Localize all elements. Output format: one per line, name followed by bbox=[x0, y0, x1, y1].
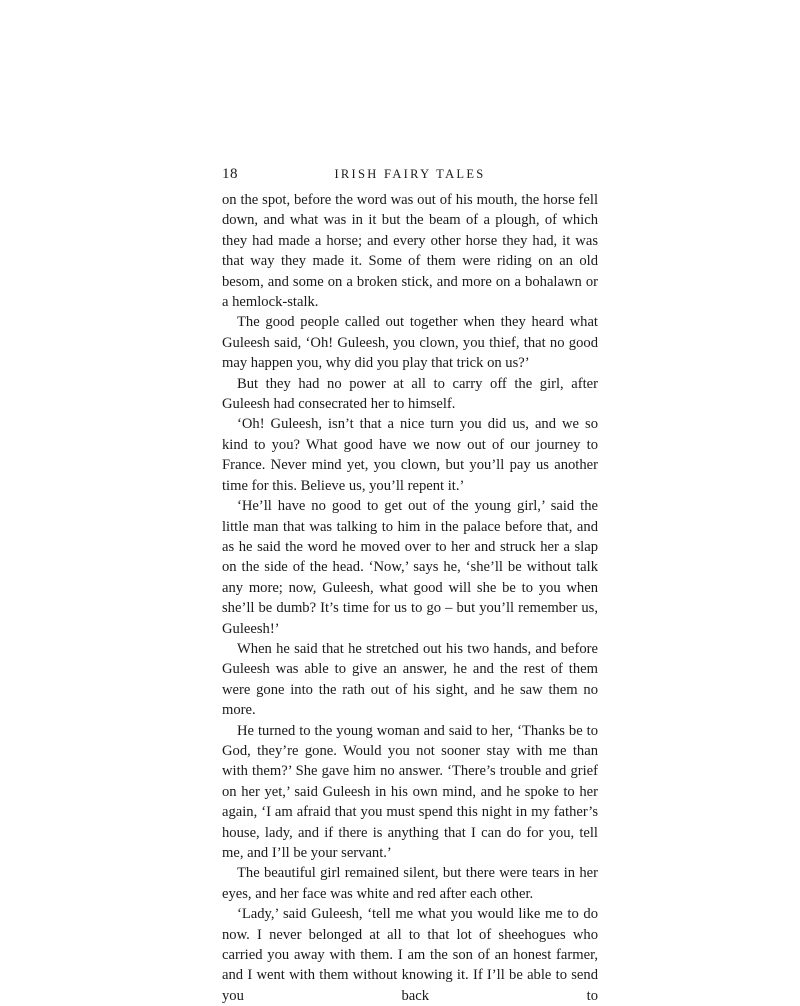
paragraph: He turned to the young woman and said to her, ‘Thanks be to God, they’re gone. Would you not sooner stay with me than with them?’ She gave him no answer. ‘There’s trouble and grief on her yet,’ said Guleesh in his own mind, and he spoke to her again, ‘I am afraid that you must spend this night in my father’s house, lady, and if there is anything that I can do for you, tell me, and I’ll be your servant.’ bbox=[222, 722, 598, 861]
book-title: IRISH FAIRY TALES bbox=[334, 167, 486, 181]
page-number: 18 bbox=[222, 166, 238, 182]
paragraph: But they had no power at all to carry off the girl, after Guleesh had consecrated her to himself. bbox=[222, 375, 598, 413]
running-head bbox=[222, 166, 598, 186]
paragraph: The beautiful girl remained silent, but there were tears in her eyes, and her face was white and red after each other. bbox=[222, 865, 598, 902]
paragraph: ‘Oh! Guleesh, isn’t that a nice turn you did us, and we so kind to you? What good have we now out of our journey to France. Never mind yet, you clown, but you’ll pay us another time for this. Believe us, you’ll repent it.’ bbox=[222, 416, 598, 494]
paragraph: on the spot, before the word was out of his mouth, the horse fell down, and what was in it but the beam of a plough, of which they had made a horse; and every other horse they had, it was that way they made it. Some of them were riding on an old besom, and some on a broken stick, and more on a bohalawn or a hemlock-stalk. bbox=[222, 192, 598, 311]
paragraph: ‘He’ll have no good to get out of the young girl,’ said the little man that was talking to him in the palace before that, and as he said the word he moved over to her and struck her a slap on the side of the head. ‘Now,’ says he, ‘she’ll be without talk any more; now, Guleesh, what good will she be to you when she’ll be dumb? It’s time for us to go – but you’ll remember us, Guleesh!’ bbox=[222, 498, 598, 637]
paragraph: The good people called out together when they heard what Guleesh said, ‘Oh! Guleesh, you clown, you thief, that no good may happen you, why did you play that trick on us?’ bbox=[222, 314, 598, 372]
body-text bbox=[222, 190, 598, 1006]
paragraph: When he said that he stretched out his two hands, and before Guleesh was able to give an answer, he and the rest of them were gone into the rath out of his sight, and he saw them no more. bbox=[222, 640, 598, 719]
paragraph: ‘Lady,’ said Guleesh, ‘tell me what you would like me to do now. I never belonged at all to that lot of sheehogues who carried you away with them. I am the son of an honest farmer, and I went with them without knowing it. If I’ll be able to send you back to bbox=[222, 906, 598, 1004]
